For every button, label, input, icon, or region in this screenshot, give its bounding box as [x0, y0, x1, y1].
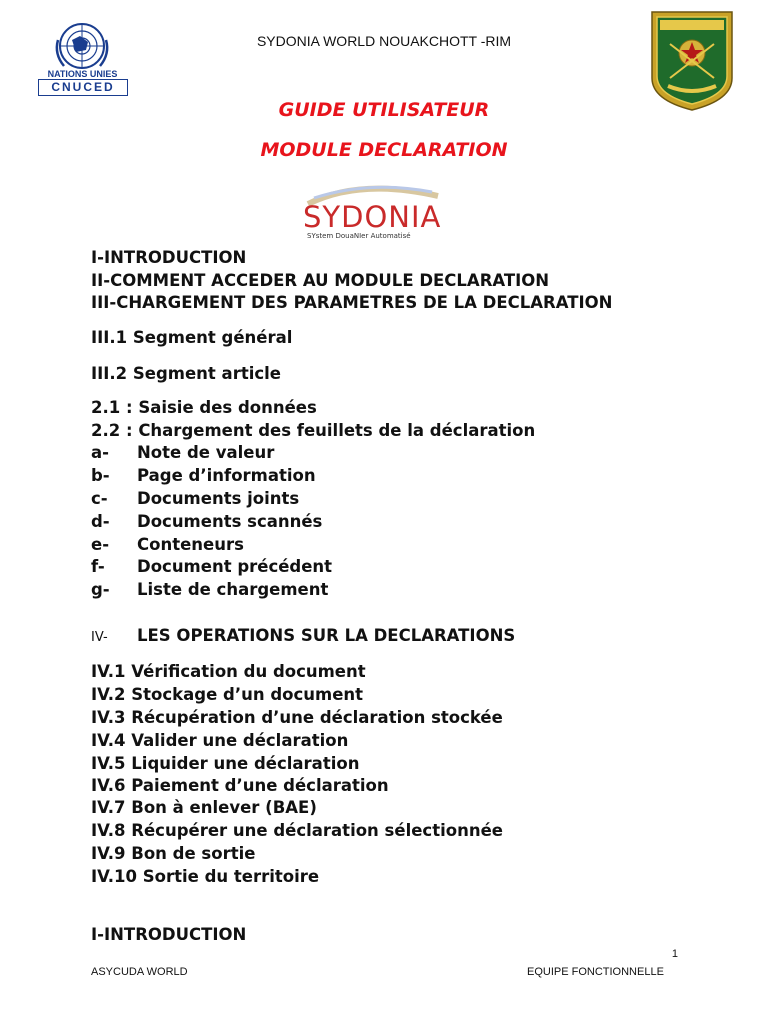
toc-chargement: 2.2 : Chargement des feuillets de la déclaration [91, 421, 536, 440]
toc-letter-label: Note de valeur [137, 443, 275, 462]
footer-left: ASYCUDA WORLD [91, 966, 188, 978]
toc-letter-prefix: b- [91, 466, 110, 485]
toc-letter-prefix: a- [91, 443, 109, 462]
module-title: MODULE DECLARATION [260, 139, 508, 161]
guide-title: GUIDE UTILISATEUR [278, 99, 490, 121]
toc-intro: I-INTRODUCTION [91, 248, 247, 267]
footer-right: EQUIPE FONCTIONNELLE [527, 966, 664, 978]
toc-operations-title: LES OPERATIONS SUR LA DECLARATIONS [137, 626, 516, 645]
toc-letter-label: Page d’information [137, 466, 316, 485]
toc-operations-prefix: IV- [91, 630, 108, 645]
toc-letter-item [91, 535, 244, 555]
toc-letter-prefix: e- [91, 535, 110, 554]
toc-letter-item [91, 489, 299, 509]
toc-access: II-COMMENT ACCEDER AU MODULE DECLARATION [91, 271, 550, 290]
toc-operations-heading [91, 626, 515, 648]
toc-letter-label: Document précédent [137, 557, 333, 576]
toc-letter-prefix: f- [91, 557, 105, 576]
toc-letter-item [91, 580, 328, 600]
toc-operation-item: IV.8 Récupérer une déclaration sélectionnée [91, 821, 503, 840]
toc-letter-label: Liste de chargement [137, 580, 329, 599]
toc-letter-prefix: d- [91, 512, 110, 531]
toc-letter-label: Conteneurs [137, 535, 244, 554]
sydonia-logo-subtitle: SYstem DouaNIer Automatisé [307, 232, 411, 240]
un-logo-acronym: CNUCED [38, 79, 128, 96]
toc-segment-general: III.1 Segment général [91, 328, 293, 347]
toc-letter-item [91, 557, 332, 577]
toc-letter-label: Documents joints [137, 489, 300, 508]
toc-letter-item [91, 512, 322, 532]
toc-operation-item: IV.1 Vérification du document [91, 662, 366, 681]
toc-operation-item: IV.3 Récupération d’une déclaration stockée [91, 708, 503, 727]
toc-letter-item [91, 466, 316, 486]
toc-letter-label: Documents scannés [137, 512, 323, 531]
section-heading: I-INTRODUCTION [91, 925, 247, 944]
toc-operation-item: IV.7 Bon à enlever (BAE) [91, 798, 317, 817]
toc-letter-prefix: g- [91, 580, 110, 599]
sydonia-logo-word: SYDONIA [303, 200, 442, 234]
toc-operation-item: IV.5 Liquider une déclaration [91, 754, 360, 773]
toc-operation-item: IV.6 Paiement d’une déclaration [91, 776, 389, 795]
toc-saisie: 2.1 : Saisie des données [91, 398, 317, 417]
header-title: SYDONIA WORLD NOUAKCHOTT -RIM [256, 33, 512, 49]
toc-operation-item: IV.2 Stockage d’un document [91, 685, 364, 704]
un-logo-name: NATIONS UNIES [47, 69, 118, 79]
toc-params: III-CHARGEMENT DES PARAMETRES DE LA DECLARATION [91, 293, 613, 312]
toc-letter-prefix: c- [91, 489, 108, 508]
page-number: 1 [671, 948, 678, 960]
toc-operation-item: IV.4 Valider une déclaration [91, 731, 349, 750]
toc-segment-article: III.2 Segment article [91, 364, 281, 383]
toc-letter-item [91, 443, 274, 463]
toc-operation-item: IV.9 Bon de sortie [91, 844, 256, 863]
toc-operation-item: IV.10 Sortie du territoire [91, 867, 320, 886]
customs-emblem-icon [648, 8, 736, 112]
